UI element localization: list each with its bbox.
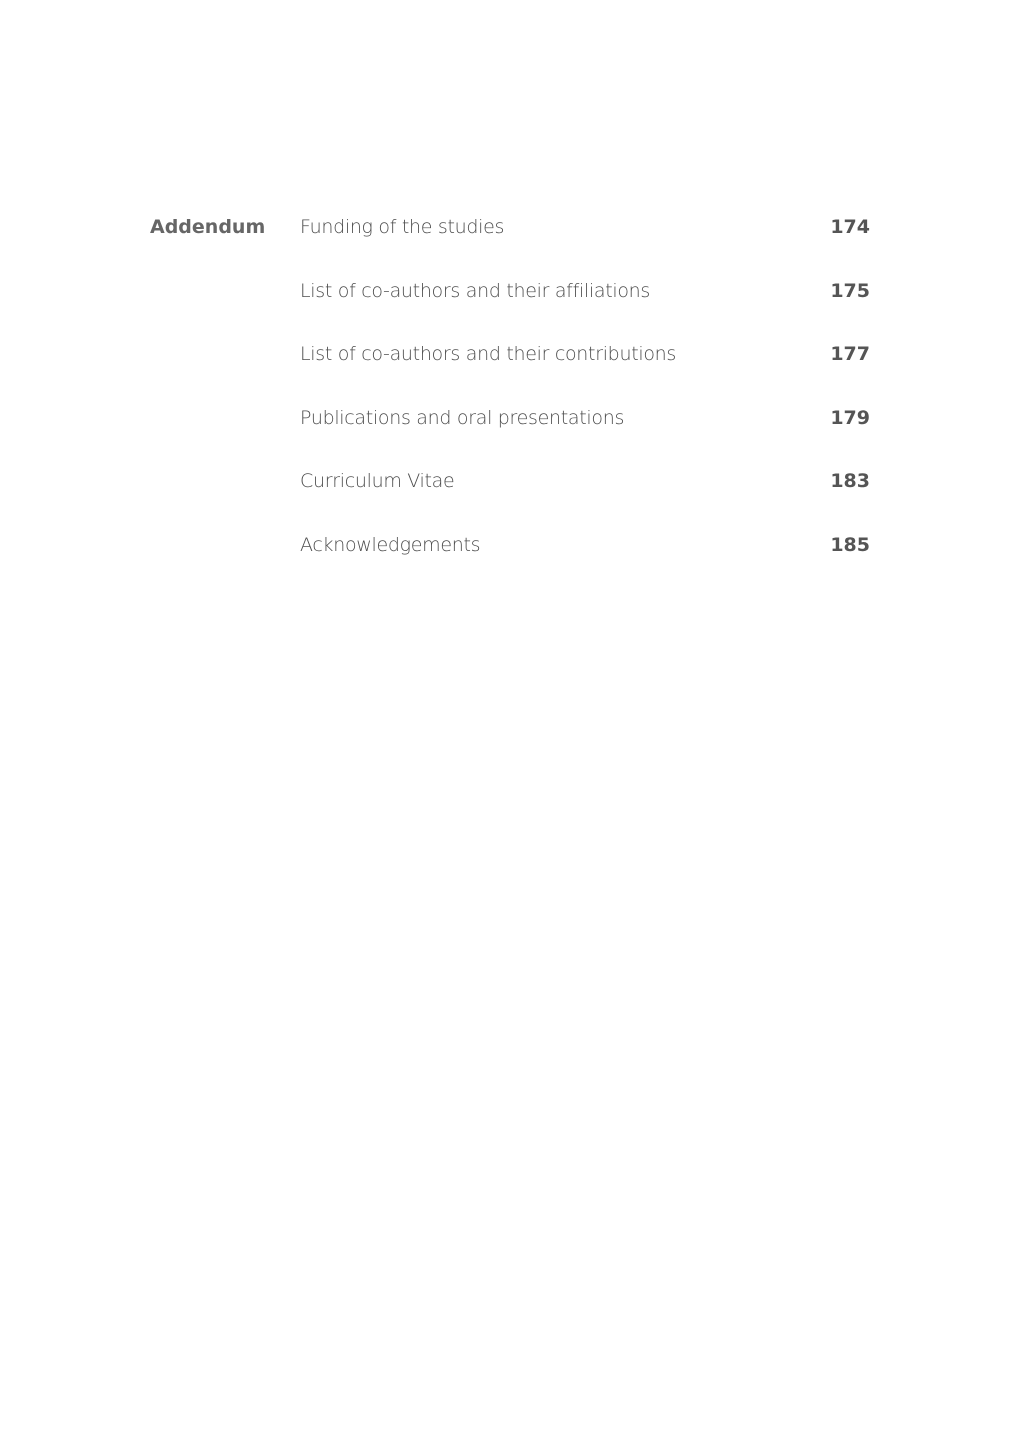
toc-entry: [300, 530, 870, 594]
toc-entry-title: List of co-authors and their affiliations: [300, 279, 651, 302]
toc-entry: [300, 212, 870, 276]
toc-entry-page: 175: [830, 279, 870, 302]
toc-entry-title: Acknowledgements: [300, 533, 481, 556]
toc-entry: [300, 403, 870, 467]
toc-entry-list: [300, 212, 870, 593]
toc-entry-title: Curriculum Vitae: [300, 470, 455, 492]
toc-entry-page: 177: [830, 343, 870, 365]
toc-entry-page: 183: [830, 470, 870, 492]
toc-entry-page: 174: [830, 216, 870, 238]
toc-entry: [300, 339, 870, 403]
toc-entry-page: 185: [830, 533, 870, 556]
toc-entry-title: Funding of the studies: [300, 216, 505, 238]
toc-entry-title: Publications and oral presentations: [300, 406, 625, 429]
section-label: Addendum: [150, 216, 266, 238]
toc-entry-page: 179: [830, 406, 870, 429]
toc-entry: [300, 466, 870, 530]
toc-entry: [300, 276, 870, 340]
toc-entry-title: List of co-authors and their contributions: [300, 343, 676, 365]
